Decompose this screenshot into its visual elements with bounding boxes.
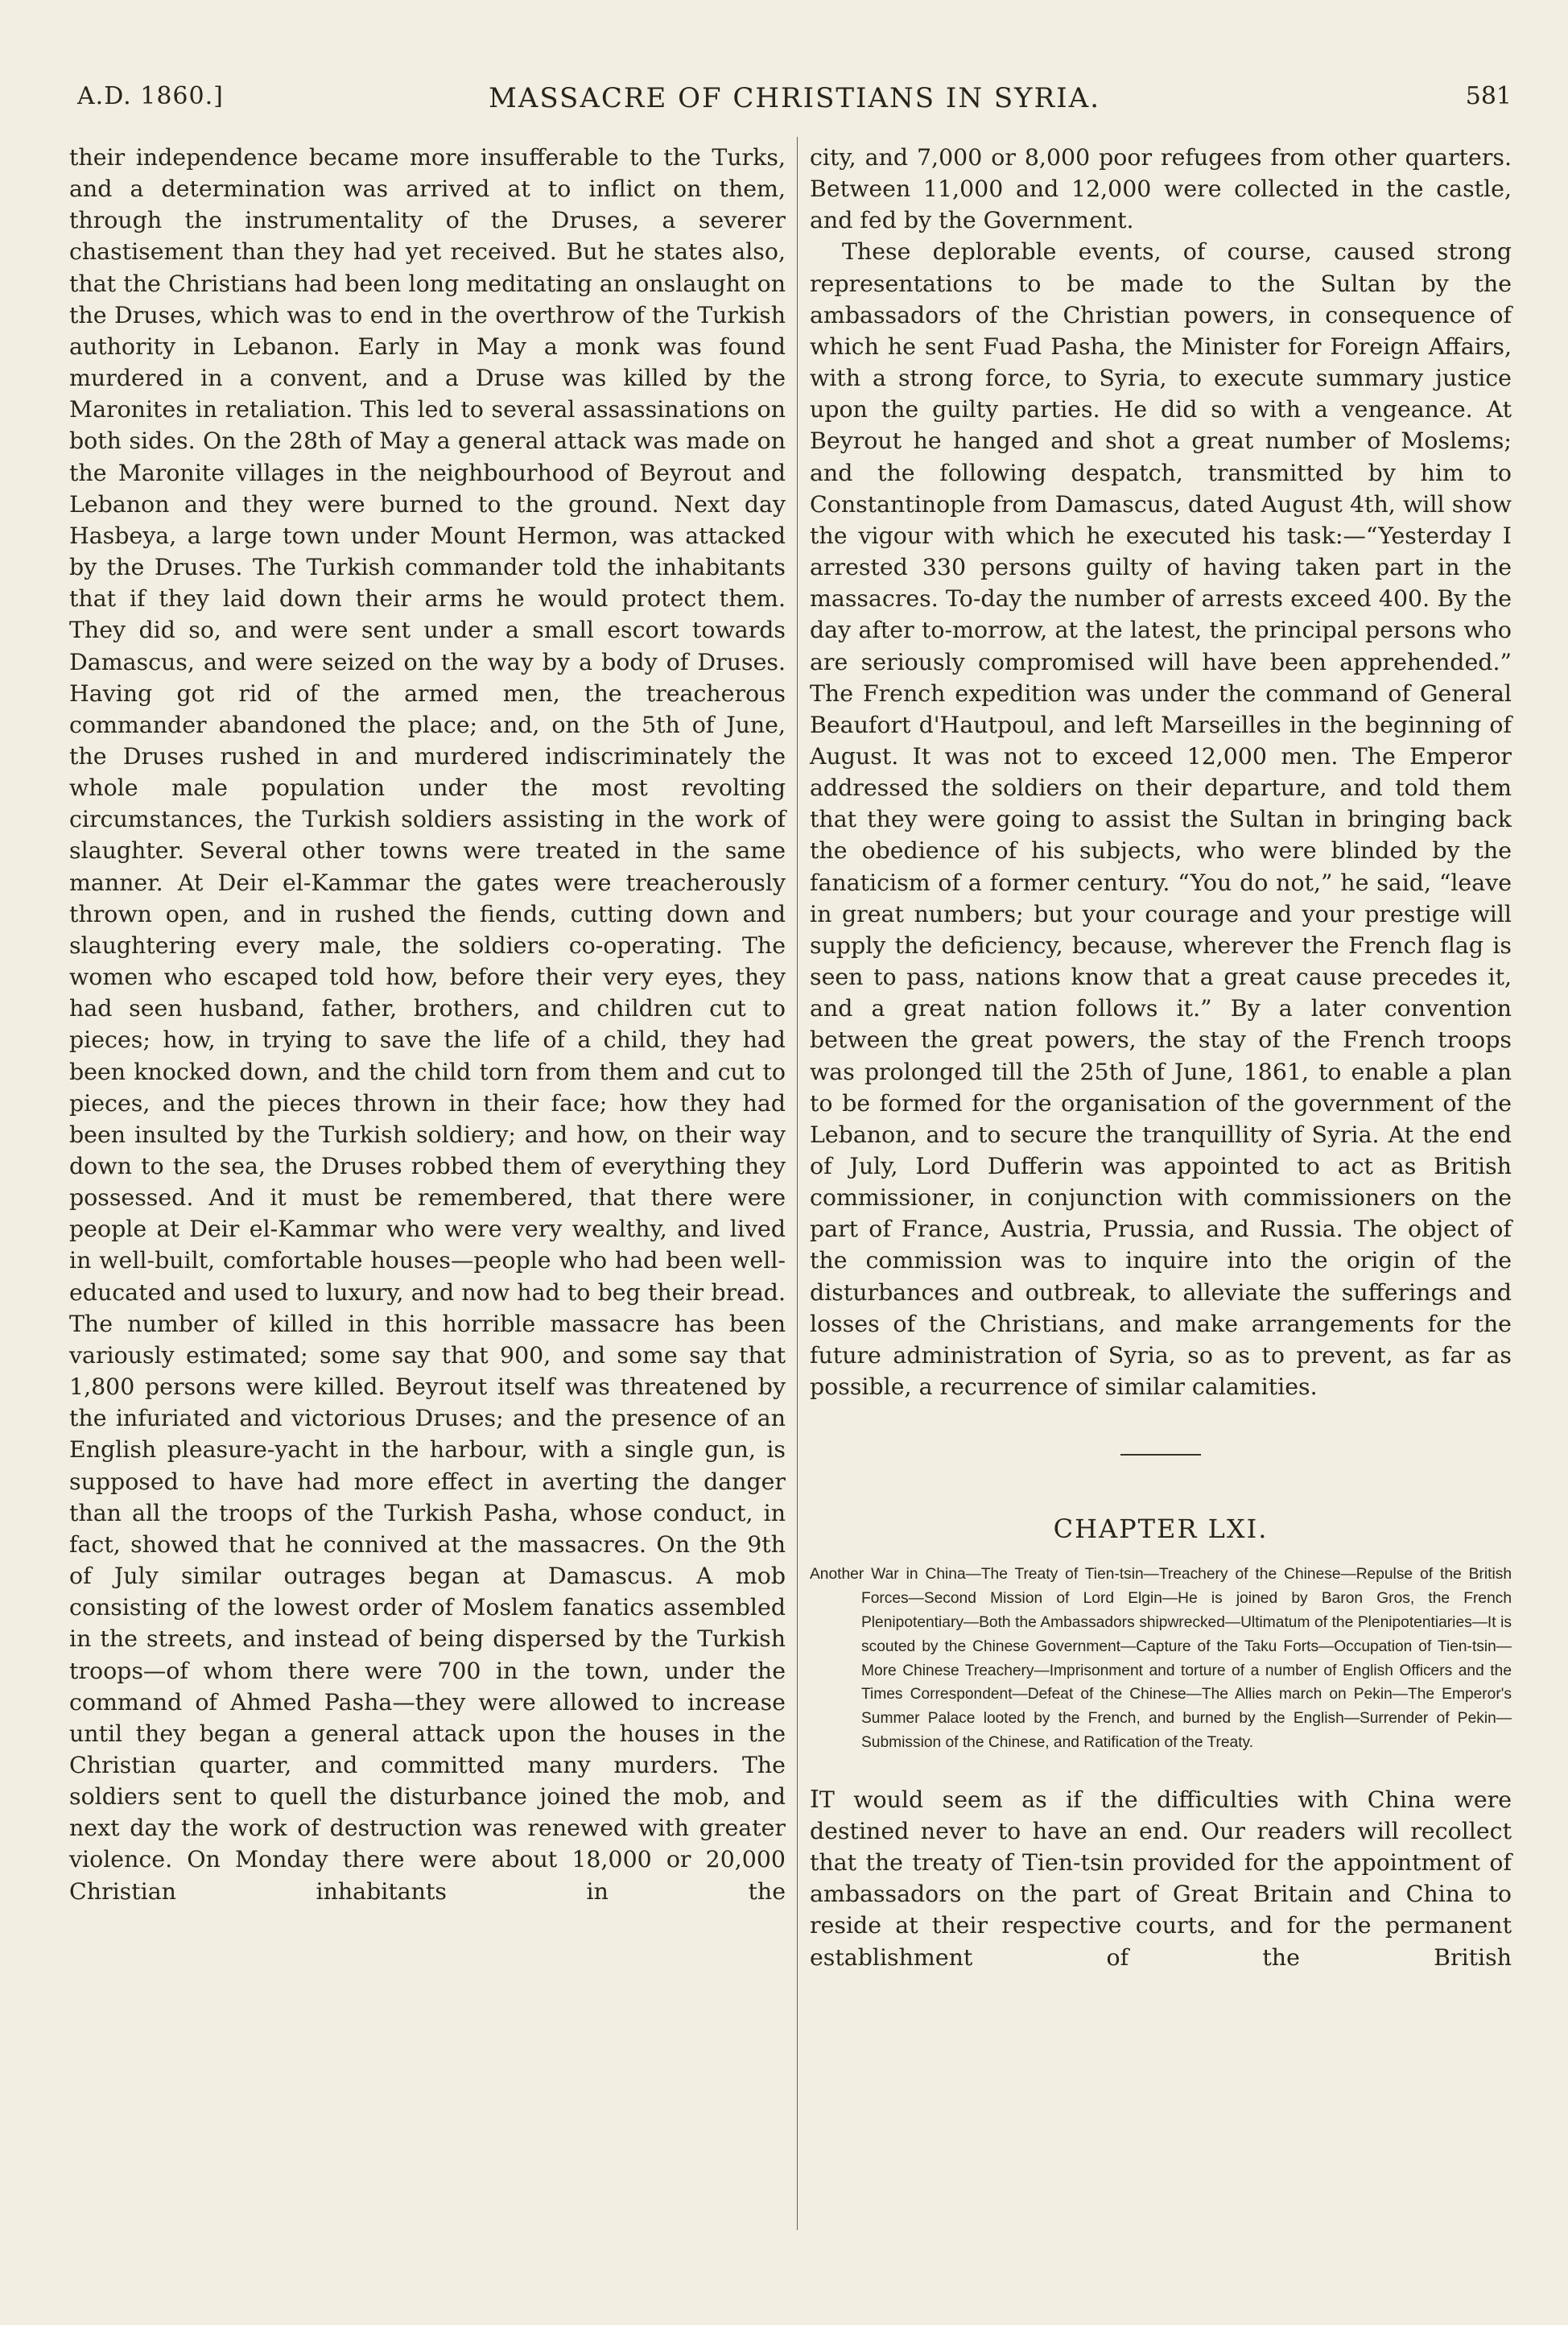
header-title: MASSACRE OF CHRISTIANS IN SYRIA. <box>488 82 1101 114</box>
chapter-summary: Another War in China—The Treaty of Tien-tsin—Treachery of the Chinese—Repulse of the British Forces—Second Mission of Lord Elgin—He is joined by Baron Gros, the French Plenipotentiary—Both the Ambassadors shipwrecked—Ultimatum of the Plenipotentiaries—It is scouted by the Chinese Government—Capture of the Taku Forts—Occupation of Tien-tsin—More Chinese Treachery—Imprisonment and torture of a number of English Officers and the Times Correspondent—Defeat of the Chinese—The Allies march on Pekin—The Emperor's Summer Palace looted by the French, and burned by the English—Surrender of Pekin—Submission of the Chinese, and Ratification of the Treaty. <box>810 1566 1512 1751</box>
right-paragraph-1: city, and 7,000 or 8,000 poor refugees from other quarters. Between 11,000 and 12,000 were collected in the castle, and fed by the Government. <box>810 144 1512 234</box>
left-paragraph-1: their independence became more insufferable to the Turks, and a determination was arrived at to inflict on them, through the instrumentality of the Druses, a severer chastisement than they had yet received. But he states also, that the Christians had been long meditating an onslaught on the Druses, which was to end in the overthrow of the Turkish authority in Lebanon. Early in May a monk was found murdered in a convent, and a Druse was killed by the Maronites in retaliation. This led to several assassinations on both sides. On the 28th of May a general attack was made on the Maronite villages in the neighbourhood of Beyrout and Lebanon and they were burned to the ground. Next day Hasbeya, a large town under Mount Hermon, was attacked by the Druses. The Turkish commander told the inhabitants that if they laid down their arms he would protect them. They did so, and were sent under a small escort towards Damascus, and were seized on the way by a body of Druses. Having got rid of the armed men, the treacherous commander abandoned the place; and, on the 5th of June, the Druses rushed in and murdered indiscriminately the whole male population under the most revolting circumstances, the Turkish soldiers assisting in the work of slaughter. Several other towns were treated in the same manner. At Deir el-Kammar the gates were treacherously thrown open, and in rushed the fiends, cutting down and slaughtering every male, the soldiers co-operating. The women who escaped told how, before their very eyes, they had seen husband, father, brothers, and children cut to pieces; how, in trying to save the life of a child, they had been knocked down, and the child torn from them and cut to pieces, and the pieces thrown in their face; how they had been insulted by the Turkish soldiery; and how, on their way down to the sea, the Druses robbed them of everything they possessed. And it must be remembered, that there were people at Deir el-Kammar who were very wealthy, and lived in well-built, comfortable houses—people who had been well-educated and used to luxury, and now had to beg their bread. The number of killed in this horrible massacre has been variously estimated; some say that 900, and some say that 1,800 persons were killed. Beyrout itself was threatened by the infuriated and victorious Druses; and the presence of an English pleasure-yacht in the harbour, with a single gun, is supposed to have had more effect in averting the danger than all the troops of the Turkish Pasha, whose conduct, in fact, showed that he connived at the massacres. On the 9th of July similar outrages began at Damascus. A mob consisting of the lowest order of Moslem fanatics assembled in the streets, and instead of being dispersed by the Turkish troops—of whom there were 700 in the town, under the command of Ahmed Pasha—they were allowed to increase until they began a general attack upon the houses in the Christian quarter, and committed many murders. The soldiers sent to quell the disturbance joined the mob, and next day the work of destruction was renewed with greater violence. On Monday there were about 18,000 or 20,000 Christian inhabitants in the <box>69 144 786 1905</box>
chapter-title: CHAPTER LXI. <box>1053 1514 1269 1545</box>
page-number: 581 <box>1465 82 1512 110</box>
header-year: A.D. 1860.] <box>77 82 224 110</box>
column-divider <box>797 137 798 2230</box>
opening-initial: I <box>810 1785 819 1814</box>
opening-text: T would seem as if the difficulties with China were destined never to have an end. Our readers will recollect that the treaty of Tien-tsin provided for the appointment of ambassadors on the part of Great Britain and China to reside at their respective courts, and for the permanent establishment of the British <box>810 1786 1512 1971</box>
right-column <box>810 142 1512 1973</box>
running-head <box>77 82 1512 130</box>
section-divider <box>1120 1454 1201 1456</box>
right-paragraph-2: These deplorable events, of course, caused strong representations to be made to the Sultan by the ambassadors of the Christian powers, in consequence of which he sent Fuad Pasha, the Minister for Foreign Affairs, with a strong force, to Syria, to execute summary justice upon the guilty parties. He did so with a vengeance. At Beyrout he hanged and shot a great number of Moslems; and the following despatch, transmitted by him to Constantinople from Damascus, dated August 4th, will show the vigour with which he executed his task:—“Yesterday I arrested 330 persons guilty of having taken part in the massacres. To-day the number of arrests exceed 400. By the day after to-morrow, at the latest, the principal persons who are seriously compromised will have been apprehended.” The French expedition was under the command of General Beaufort d'Hautpoul, and left Marseilles in the beginning of August. It was not to exceed 12,000 men. The Emperor addressed the soldiers on their departure, and told them that they were going to assist the Sultan in bringing back the obedience of his subjects, who were blinded by the fanaticism of a former century. “You do not,” he said, “leave in great numbers; but your courage and your prestige will supply the deficiency, because, wherever the French flag is seen to pass, nations know that a great cause precedes it, and a great nation follows it.” By a later convention between the great powers, the stay of the French troops was prolonged till the 25th of June, 1861, to enable a plan to be formed for the organisation of the government of the Lebanon, and to secure the tranquillity of Syria. At the end of July, Lord Dufferin was appointed to act as British commissioner, in conjunction with commissioners on the part of France, Austria, Prussia, and Russia. The object of the commission was to inquire into the origin of the disturbances and outbreak, to alleviate the sufferings and losses of the Christians, and make arrangements for the future administration of Syria, so as to prevent, as far as possible, a recurrence of similar calamities. <box>810 238 1512 1401</box>
chapter-opening-paragraph <box>810 1784 1512 1973</box>
left-column <box>69 142 786 1907</box>
